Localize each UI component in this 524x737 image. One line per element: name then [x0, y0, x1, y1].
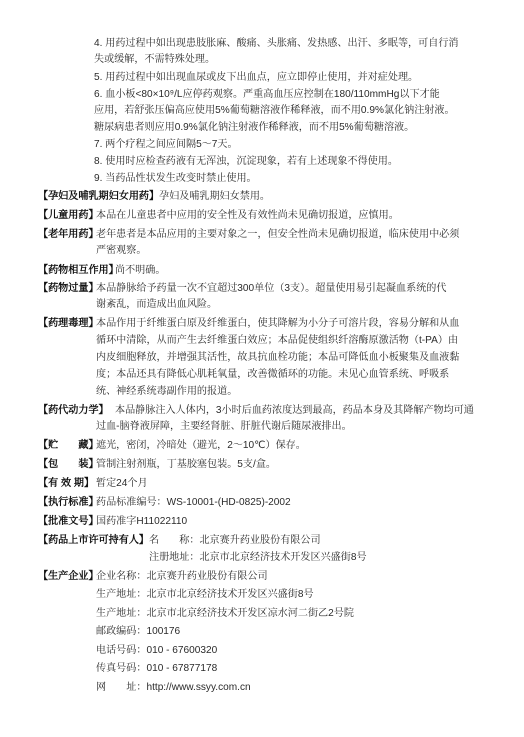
section-text: 度；本品还具有降低心肌耗氧量，改善微循环的功能。未见心血管系统、呼吸系 [96, 369, 450, 380]
section-text: 内皮细胞释放，并增强其活性，故具抗血栓功能；本品可降低血小板聚集及血液黏 [96, 352, 460, 363]
section-text: 名 称：北京赛升药业股份有限公司 [149, 535, 321, 546]
section-label: 【儿童用药】 [38, 210, 99, 221]
section-text: 谢紊乱，而造成出血风险。 [96, 299, 218, 310]
section-text: 暂定24个月 [96, 478, 148, 489]
section-text: 药品标准编号：WS-10001-(HD-0825)-2002 [96, 497, 291, 508]
note-text: 失或缓解，不需特殊处理。 [94, 54, 216, 65]
note-text: 6. 血小板<80×10⁹/L应停药观察。严重高血压应控制在180/110mmHg以下才能 [94, 89, 440, 100]
note-text: 5. 用药过程中如出现血尿或皮下出血点，应立即停止使用，并对症处理。 [94, 72, 419, 83]
section-text: 孕妇及哺乳期妇女禁用。 [159, 191, 271, 202]
section-label: 【生产企业】 [38, 571, 99, 582]
section-text: 注册地址：北京市北京经济技术开发区兴盛街8号 [149, 552, 367, 563]
note-text: 4. 用药过程中如出现患肢胀麻、酸痛、头胀痛、发热感、出汗、多眠等，可自行消 [94, 38, 459, 49]
section-text: 生产地址：北京市北京经济技术开发区兴盛街8号 [96, 589, 314, 600]
section-label: 【有 效 期】 [38, 478, 95, 489]
section-label: 【老年用药】 [38, 229, 99, 240]
section-text: 老年患者是本品应用的主要对象之一，但安全性尚未见确切报道，临床使用中必须 [96, 229, 460, 240]
note-text: 8. 使用时应检查药液有无浑浊，沉淀现象，若有上述现象不得使用。 [94, 156, 398, 167]
section-text: 本品作用于纤维蛋白原及纤维蛋白，使其降解为小分子可溶片段，容易分解和从血 [96, 318, 460, 329]
section-text: 循环中清除，从而产生去纤维蛋白效应；本品促使组织纤溶酶原激活物（t-PA）由 [96, 335, 459, 346]
section-label: 【包 装】 [38, 459, 99, 470]
section-text: 过血-脑脊液屏障，主要经肾脏、肝脏代谢后随尿液排出。 [96, 421, 352, 432]
note-text: 7. 两个疗程之间应间隔5～7天。 [94, 139, 238, 150]
section-text: 本品在儿童患者中应用的安全性及有效性尚未见确切报道，应慎用。 [96, 210, 399, 221]
section-label: 【药理毒理】 [38, 318, 99, 329]
note-text: 糖尿病患者则应用0.9%氯化钠注射液作稀释液，而不用5%葡萄糖溶液。 [94, 122, 415, 133]
section-text: 严密观察。 [96, 245, 147, 256]
section-label: 【药品上市许可持有人】 [38, 535, 150, 546]
section-label: 【批准文号】 [38, 516, 99, 527]
section-text: 企业名称：北京赛升药业股份有限公司 [96, 571, 268, 582]
section-text: 电话号码：010 - 67600320 [96, 645, 218, 656]
section-label: 【贮 藏】 [38, 440, 99, 451]
section-label: 【孕妇及哺乳期妇女用药】 [38, 191, 160, 202]
section-text: 本品静脉给予药量一次不宜超过300单位（3支）。超量使用易引起凝血系统的代 [96, 283, 447, 294]
section-text: 尚不明确。 [115, 265, 166, 276]
section-text: 生产地址：北京市北京经济技术开发区凉水河二街乙2号院 [96, 608, 354, 619]
section-text: 邮政编码：100176 [96, 626, 181, 637]
section-label: 【执行标准】 [38, 497, 99, 508]
section-text: 国药准字H11022110 [96, 516, 188, 527]
section-text: 管制注射剂瓶，丁基胶塞包装。5支/盒。 [96, 459, 277, 470]
note-text: 9. 当药品性状发生改变时禁止使用。 [94, 173, 257, 184]
note-text: 应用，若舒张压偏高应使用5%葡萄糖溶液作稀释液，而不用0.9%氯化钠注射液。 [94, 105, 455, 116]
section-label: 【药物过量】 [38, 283, 99, 294]
section-label: 【药物相互作用】 [38, 265, 119, 276]
section-label: 【药代动力学】 [38, 405, 109, 416]
section-text: 遮光，密闭，冷暗处（避光，2～10℃）保存。 [96, 440, 306, 451]
section-text: 统、神经系统毒副作用的报道。 [96, 386, 238, 397]
section-text: 传真号码：010 - 67877178 [96, 663, 218, 674]
section-text: 本品静脉注入人体内，3小时后血药浓度达到最高，药品本身及其降解产物均可通 [115, 405, 474, 416]
section-text: 网 址：http://www.ssyy.com.cn [96, 682, 251, 693]
